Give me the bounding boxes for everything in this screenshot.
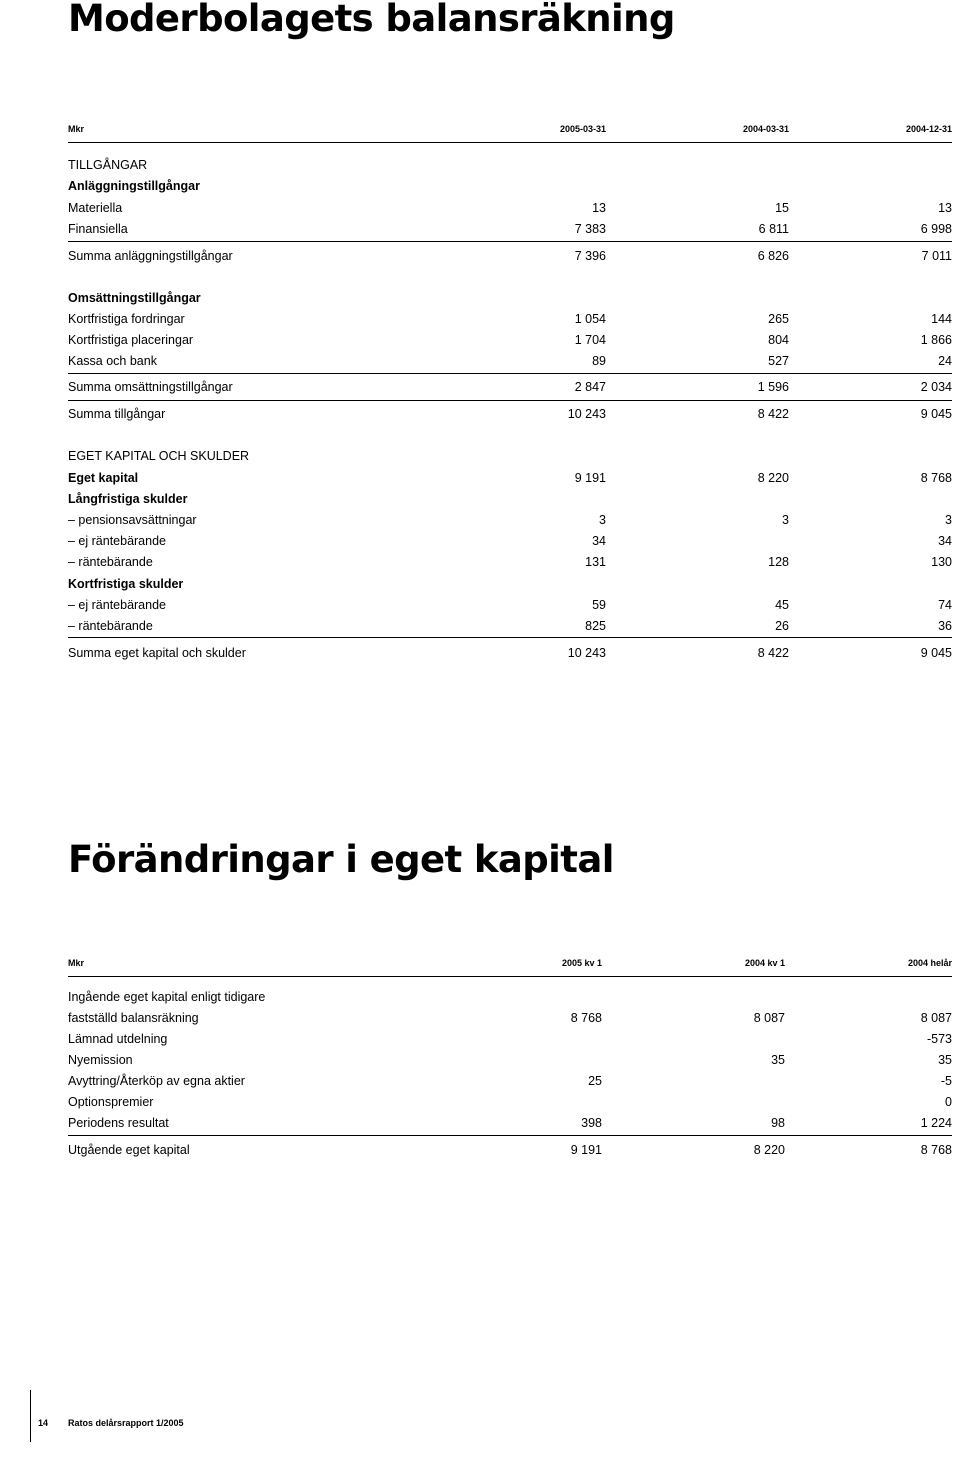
- row-label: Materiella: [68, 201, 123, 215]
- cell-value-1: 34: [592, 534, 606, 548]
- section-title: Förändringar i eget kapital: [68, 838, 614, 881]
- cell-value-3: 13: [938, 201, 952, 215]
- row-label: Kortfristiga fordringar: [68, 312, 185, 326]
- row-label: EGET KAPITAL OCH SKULDER: [68, 449, 250, 463]
- row-label: Anläggningstillgångar: [68, 179, 200, 193]
- header-unit: Mkr: [68, 958, 85, 968]
- cell-value-3: 74: [938, 598, 952, 612]
- sum-divider: [68, 1135, 952, 1136]
- cell-value-2: 8 422: [757, 646, 789, 660]
- row-label: Finansiella: [68, 222, 128, 236]
- row-label: Kassa och bank: [68, 354, 157, 368]
- cell-value-2: 1 596: [757, 380, 789, 394]
- report-title: Ratos delårsrapport 1/2005: [68, 1418, 184, 1428]
- cell-value-2: 527: [768, 354, 789, 368]
- cell-value-2: 6 811: [758, 222, 789, 236]
- page-title: Moderbolagets balansräkning: [68, 0, 675, 40]
- cell-value-2: 8 087: [753, 1011, 785, 1025]
- cell-value-1: 8 768: [570, 1011, 602, 1025]
- cell-value-2: 3: [782, 513, 789, 527]
- row-label: Summa tillgångar: [68, 407, 166, 421]
- row-label: Optionspremier: [68, 1095, 154, 1109]
- row-label: – ej räntebärande: [68, 534, 166, 548]
- cell-value-1: 25: [588, 1074, 602, 1088]
- cell-value-2: 265: [768, 312, 789, 326]
- sum-divider: [68, 373, 952, 374]
- header-unit: Mkr: [68, 124, 85, 134]
- cell-value-3: 9 045: [920, 407, 952, 421]
- cell-value-2: 35: [771, 1053, 785, 1067]
- header-col-1: 2005 kv 1: [561, 958, 602, 968]
- cell-value-3: 35: [938, 1053, 952, 1067]
- cell-value-3: -5: [940, 1074, 952, 1088]
- balance-table: [68, 120, 952, 660]
- cell-value-3: 7 011: [921, 249, 952, 263]
- cell-value-1: 3: [599, 513, 606, 527]
- header-col-2: 2004-03-31: [742, 124, 789, 134]
- cell-value-3: 9 045: [920, 646, 952, 660]
- row-label: Utgående eget kapital: [68, 1143, 190, 1157]
- cell-value-3: 8 768: [920, 1143, 952, 1157]
- cell-value-3: 1 224: [920, 1116, 952, 1130]
- row-label: Lämnad utdelning: [68, 1032, 168, 1046]
- row-label: Ingående eget kapital enligt tidigare: [68, 990, 266, 1004]
- cell-value-2: 8 220: [753, 1143, 785, 1157]
- cell-value-3: -573: [926, 1032, 952, 1046]
- sum-divider: [68, 241, 952, 242]
- row-label: Kortfristiga skulder: [68, 577, 184, 591]
- table-header: [68, 120, 952, 143]
- cell-value-3: 8 087: [920, 1011, 952, 1025]
- cell-value-1: 9 191: [570, 1143, 602, 1157]
- row-label: Periodens resultat: [68, 1116, 169, 1130]
- row-label: Avyttring/Återköp av egna aktier: [68, 1074, 245, 1088]
- cell-value-1: 1 704: [574, 333, 606, 347]
- cell-value-3: 130: [931, 555, 952, 569]
- cell-value-1: 10 243: [567, 646, 606, 660]
- cell-value-1: 7 396: [574, 249, 606, 263]
- cell-value-1: 7 383: [574, 222, 606, 236]
- page-number: 14: [38, 1418, 49, 1428]
- cell-value-3: 6 998: [920, 222, 952, 236]
- cell-value-3: 3: [945, 513, 952, 527]
- header-col-3: 2004-12-31: [905, 124, 952, 134]
- cell-value-2: 15: [775, 201, 789, 215]
- header-col-1: 2005-03-31: [559, 124, 606, 134]
- header-col-2: 2004 kv 1: [744, 958, 785, 968]
- cell-value-2: 26: [775, 619, 789, 633]
- cell-value-1: 825: [585, 619, 606, 633]
- cell-value-1: 398: [581, 1116, 602, 1130]
- cell-value-3: 36: [938, 619, 952, 633]
- cell-value-3: 144: [931, 312, 952, 326]
- row-label: – räntebärande: [68, 555, 153, 569]
- cell-value-1: 2 847: [574, 380, 606, 394]
- row-label: – pensionsavsättningar: [68, 513, 197, 527]
- row-label: Summa eget kapital och skulder: [68, 646, 246, 660]
- cell-value-3: 34: [938, 534, 952, 548]
- row-label: – räntebärande: [68, 619, 153, 633]
- cell-value-1: 89: [592, 354, 606, 368]
- row-label: TILLGÅNGAR: [68, 158, 148, 172]
- sum-divider: [68, 400, 952, 401]
- equity-table: [68, 954, 952, 1157]
- row-label: – ej räntebärande: [68, 598, 166, 612]
- cell-value-1: 9 191: [574, 471, 606, 485]
- row-label: Eget kapital: [68, 471, 139, 485]
- cell-value-1: 131: [585, 555, 606, 569]
- cell-value-2: 6 826: [757, 249, 789, 263]
- cell-value-3: 0: [945, 1095, 952, 1109]
- cell-value-3: 1 866: [920, 333, 952, 347]
- footer-divider: [30, 1390, 31, 1442]
- cell-value-3: 2 034: [920, 380, 952, 394]
- row-label: Omsättningstillgångar: [68, 291, 201, 305]
- cell-value-2: 128: [768, 555, 789, 569]
- cell-value-2: 98: [771, 1116, 785, 1130]
- row-label: fastställd balansräkning: [68, 1011, 199, 1025]
- cell-value-2: 45: [775, 598, 789, 612]
- cell-value-1: 59: [592, 598, 606, 612]
- row-label: Långfristiga skulder: [68, 492, 188, 506]
- row-label: Summa omsättningstillgångar: [68, 380, 233, 394]
- row-label: Nyemission: [68, 1053, 133, 1067]
- cell-value-1: 13: [592, 201, 606, 215]
- sum-divider: [68, 637, 952, 638]
- cell-value-2: 804: [768, 333, 789, 347]
- table-header: [68, 954, 952, 977]
- row-label: Kortfristiga placeringar: [68, 333, 194, 347]
- cell-value-3: 8 768: [920, 471, 952, 485]
- cell-value-1: 10 243: [567, 407, 606, 421]
- cell-value-2: 8 422: [757, 407, 789, 421]
- row-label: Summa anläggningstillgångar: [68, 249, 233, 263]
- cell-value-2: 8 220: [757, 471, 789, 485]
- cell-value-1: 1 054: [574, 312, 606, 326]
- cell-value-3: 24: [938, 354, 952, 368]
- header-col-3: 2004 helår: [907, 958, 952, 968]
